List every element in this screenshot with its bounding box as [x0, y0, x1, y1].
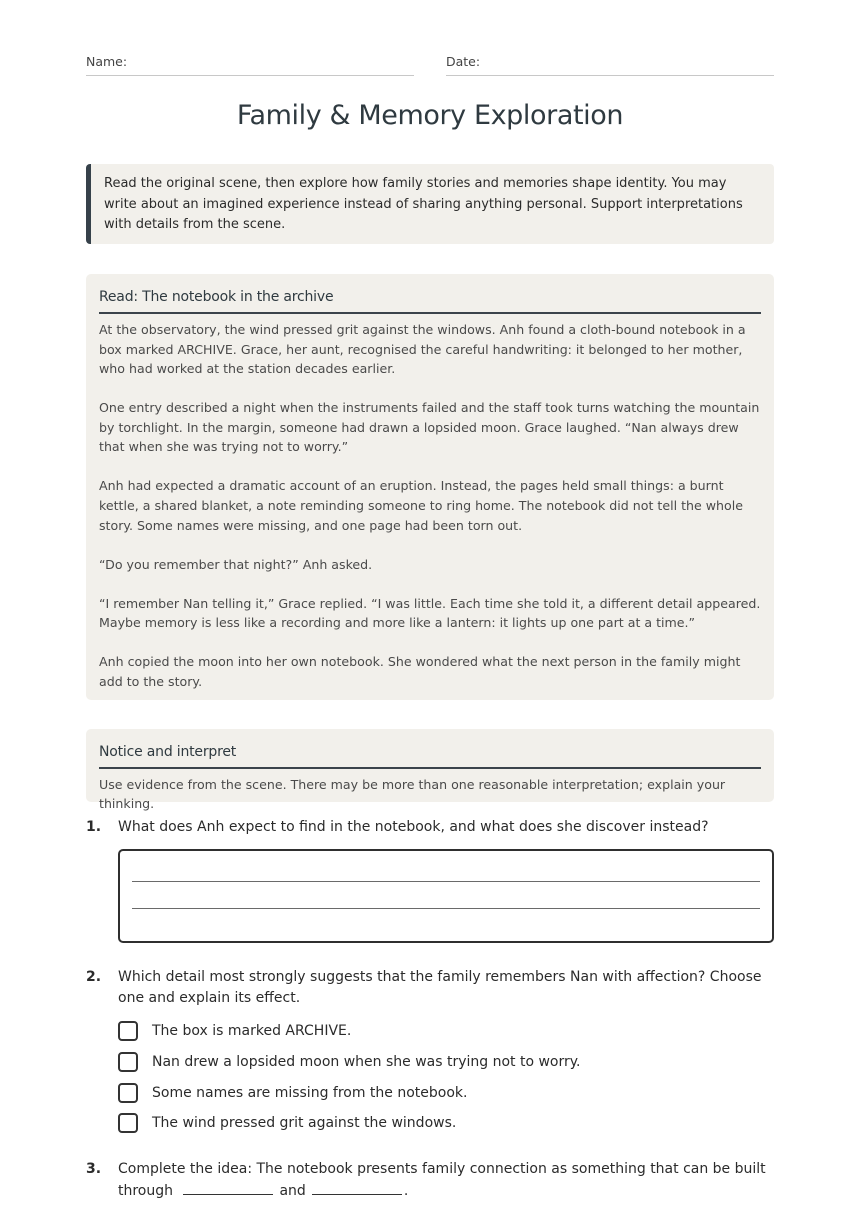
question-number: 2. — [86, 969, 102, 985]
question-text-start: Complete the idea: The notebook presents family connection as something that can be built through — [118, 1161, 766, 1199]
reading-text — [99, 314, 761, 691]
option-item[interactable] — [118, 1052, 774, 1076]
reading-paragraph: At the observatory, the wind pressed grit against the windows. Anh found a cloth-bound notebook in a box marked ARCHIVE. Grace, her aunt, recognised the careful handwriting: it belonged to her mother, who had worked at the station decades earlier. — [99, 322, 746, 377]
question-text: What does Anh expect to find in the notebook, and what does she discover instead? — [118, 819, 709, 835]
connector-word: and — [279, 1183, 306, 1199]
option-label: Nan drew a lopsided moon when she was trying not to worry. — [152, 1054, 581, 1070]
option-label: The box is marked ARCHIVE. — [152, 1023, 352, 1039]
checkbox[interactable] — [118, 1083, 138, 1103]
name-label: Name: — [86, 54, 128, 69]
name-field[interactable] — [86, 54, 414, 76]
blank-field[interactable] — [312, 1180, 402, 1195]
question-text — [118, 1159, 774, 1202]
option-item[interactable] — [118, 1021, 774, 1045]
reading-heading: Read: The notebook in the archive — [99, 274, 761, 314]
page-title: Family & Memory Exploration — [236, 100, 624, 131]
blank-field[interactable] — [183, 1180, 273, 1195]
reading-panel — [86, 274, 774, 700]
header-fields — [86, 54, 774, 76]
instructions-box: Read the original scene, then explore how family stories and memories shape identity. You may write about an imagined experience instead of sharing anything personal. Support interpretations with details from the scene. — [86, 164, 774, 244]
checkbox[interactable] — [118, 1052, 138, 1072]
checkbox[interactable] — [118, 1113, 138, 1133]
answer-line — [132, 908, 760, 909]
notice-text: Use evidence from the scene. There may be more than one reasonable interpretation; explain your thinking. — [99, 777, 726, 811]
question-text: Which detail most strongly suggests that the family remembers Nan with affection? Choose one and explain its effect. — [118, 969, 762, 1006]
notice-heading: Notice and interpret — [99, 729, 761, 769]
reading-paragraph: “I remember Nan telling it,” Grace replied. “I was little. Each time she told it, a different detail appeared. Maybe memory is less like a recording and more like a lantern: it lights up one part at a time.” — [99, 595, 761, 631]
checkbox[interactable] — [118, 1021, 138, 1041]
option-item[interactable] — [118, 1083, 774, 1107]
sentence-end: . — [403, 1183, 409, 1199]
option-label: Some names are missing from the notebook. — [152, 1085, 468, 1101]
reading-paragraph: “Do you remember that night?” Anh asked. — [99, 556, 373, 572]
answer-line — [132, 881, 760, 882]
answer-box-1[interactable] — [118, 849, 774, 943]
option-label: The wind pressed grit against the windows. — [152, 1115, 457, 1131]
date-field[interactable] — [446, 54, 774, 76]
reading-paragraph: Anh had expected a dramatic account of an eruption. Instead, the pages held small things: a burnt kettle, a shared blanket, a note reminding someone to ring home. The notebook did not tell the whole story. Some names were missing, and one page had been torn out. — [99, 478, 743, 533]
question-number: 3. — [86, 1161, 102, 1177]
question-number: 1. — [86, 819, 102, 835]
option-item[interactable] — [118, 1113, 774, 1137]
reading-paragraph: One entry described a night when the instruments failed and the staff took turns watching the mountain by torchlight. In the margin, someone had drawn a lopsided moon. Grace laughed. “Nan always drew that when she was trying not to worry.” — [99, 400, 760, 455]
date-label: Date: — [446, 54, 481, 69]
notice-panel — [86, 729, 774, 811]
reading-paragraph: Anh copied the moon into her own notebook. She wondered what the next person in the family might add to the story. — [99, 654, 741, 689]
